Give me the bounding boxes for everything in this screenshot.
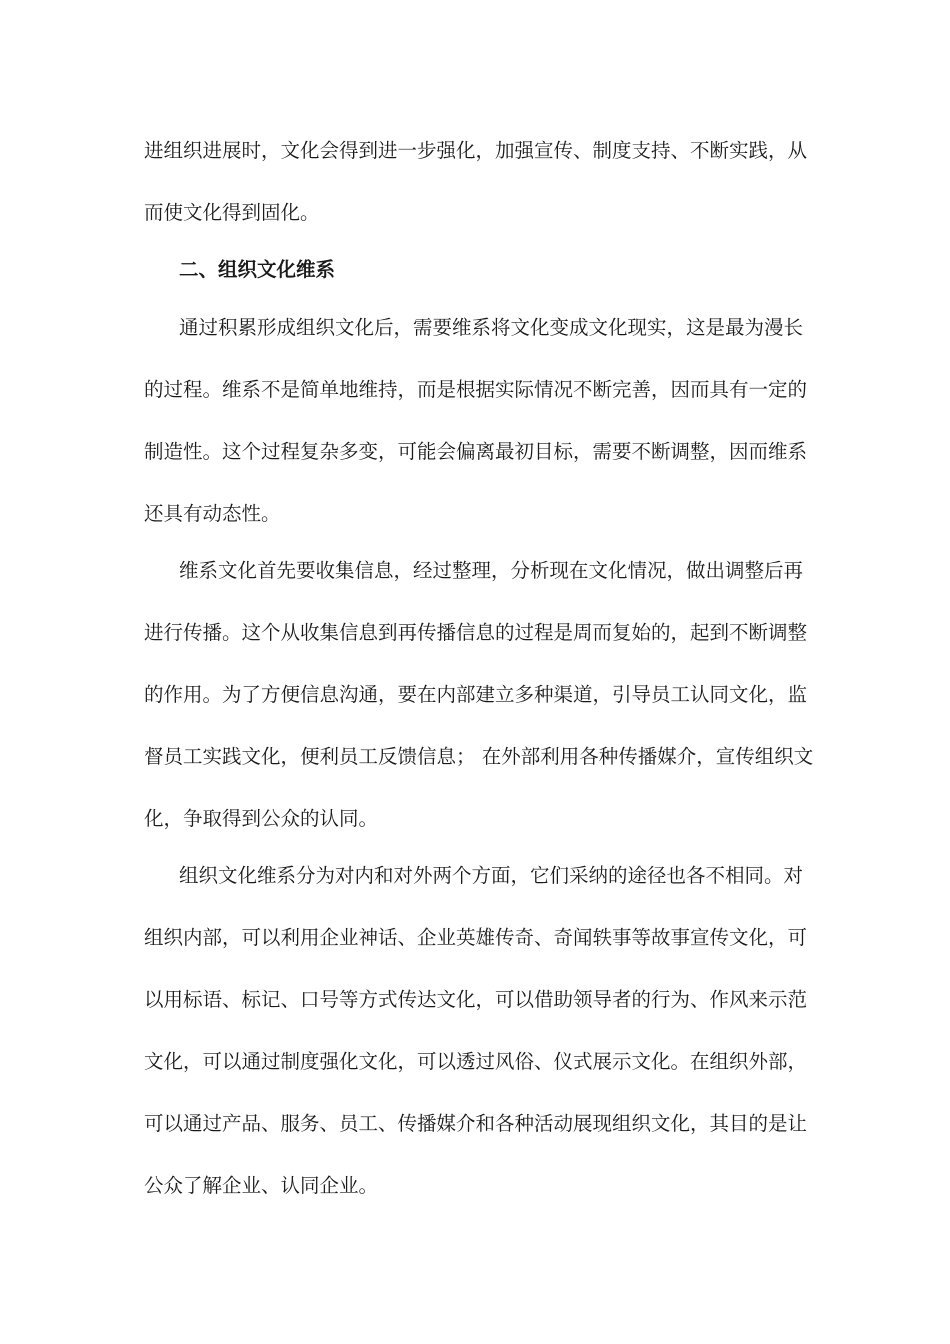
text-line: 的过程。维系不是简单地维持，而是根据实际情况不断完善，因而具有一定的 [144,378,808,401]
text-line: 进行传播。这个从收集信息到再传播信息的过程是周而复始的，起到不断调整 [144,621,808,644]
text-line: 组织内部，可以利用企业神话、企业英雄传奇、奇闻轶事等故事宣传文化，可 [144,926,808,949]
text-line: 可以通过产品、服务、员工、传播媒介和各种活动展现组织文化，其目的是让 [144,1112,808,1135]
text-line: 而使文化得到固化。 [144,201,320,224]
text-line: 的作用。为了方便信息沟通，要在内部建立多种渠道，引导员工认同文化，监 [144,683,808,706]
text-line: 进组织进展时，文化会得到进一步强化，加强宣传、制度支持、不断实践，从 [144,139,808,162]
text-line: 通过积累形成组织文化后，需要维系将文化变成文化现实，这是最为漫长 [179,316,804,339]
text-line: 督员工实践文化，便利员工反馈信息； 在外部利用各种传播媒介，宣传组织文 [144,745,814,768]
text-line: 还具有动态性。 [144,502,281,525]
text-line: 组织文化维系分为对内和对外两个方面，它们采纳的途径也各不相同。对 [179,864,804,887]
text-line: 制造性。这个过程复杂多变，可能会偏离最初目标，需要不断调整，因而维系 [144,440,808,463]
text-line: 化，争取得到公众的认同。 [144,807,379,830]
text-line: 公众了解企业、认同企业。 [144,1174,379,1197]
text-line: 维系文化首先要收集信息，经过整理，分析现在文化情况，做出调整后再 [179,559,804,582]
section-heading: 二、组织文化维系 [179,258,336,281]
text-line: 以用标语、标记、口号等方式传达文化，可以借助领导者的行为、作风来示范 [144,988,808,1011]
text-line: 文化，可以通过制度强化文化，可以透过风俗、仪式展示文化。在组织外部， [144,1050,808,1073]
